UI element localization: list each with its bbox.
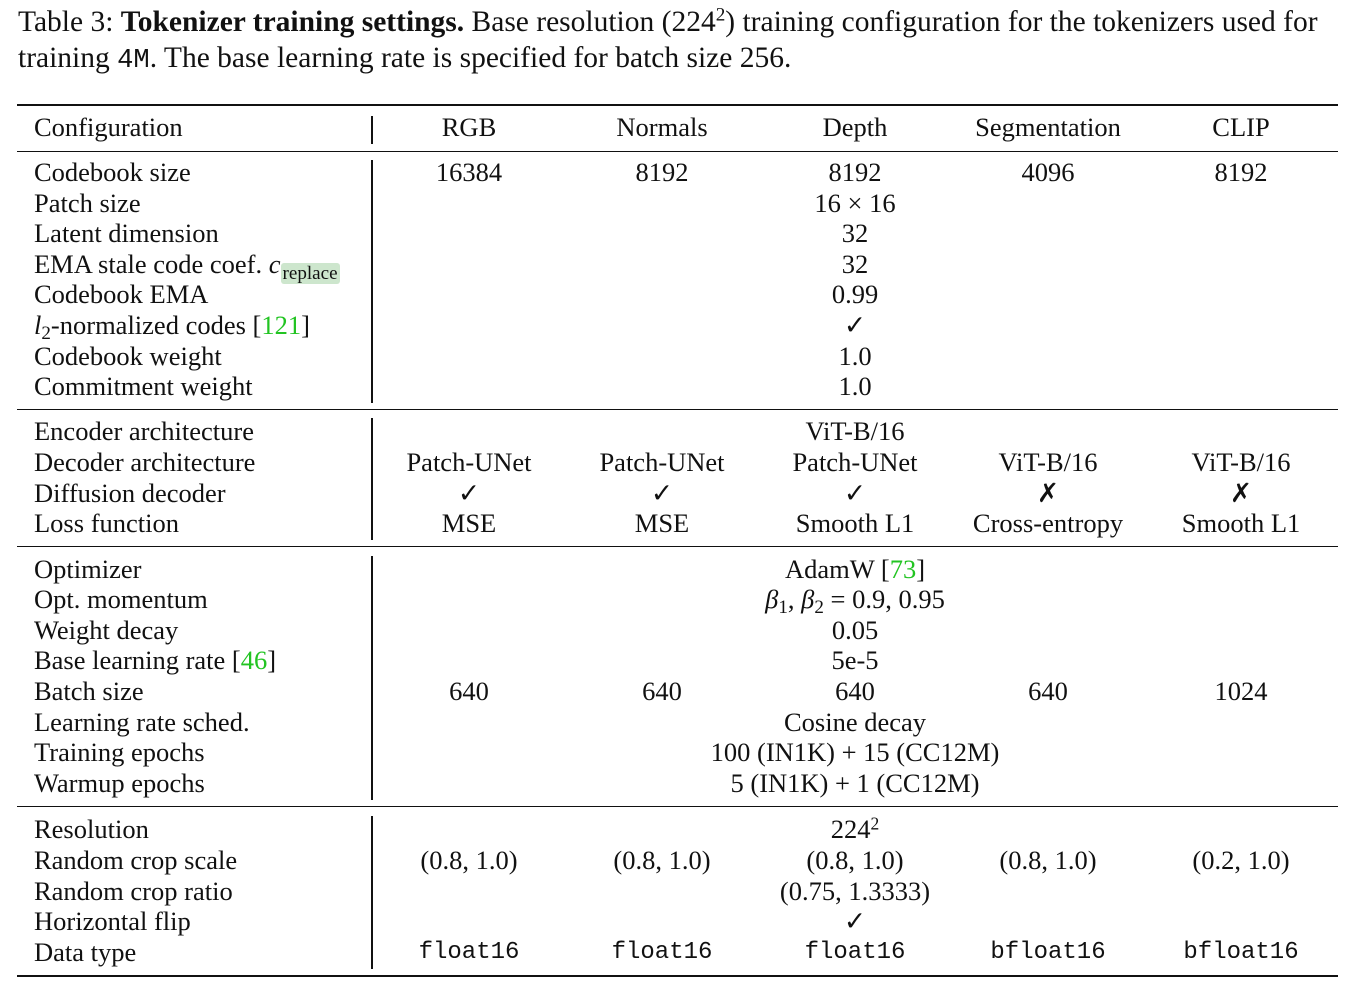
beta2-sub: 2	[814, 596, 824, 618]
row-label-resolution: Resolution	[34, 814, 149, 844]
latent-dimension-value: 32	[841, 218, 869, 248]
base-lr-label: Base learning rate [	[34, 645, 241, 675]
base-lr-bracket: ]	[267, 645, 277, 675]
batch-size-clip: 1024	[1214, 676, 1268, 706]
l2-normalized-check: ✓	[843, 310, 867, 340]
caption-table-number: Table 3:	[18, 6, 114, 38]
caption-text-2: ) training configuration for the tokenizers used for training	[18, 6, 1318, 74]
column-separator	[371, 816, 373, 969]
table-top-rule	[17, 104, 1338, 106]
header-depth: Depth	[822, 112, 888, 142]
codebook-size-rgb: 16384	[435, 157, 503, 187]
ema-stale-label: EMA stale code coef.	[34, 249, 263, 279]
hflip-check: ✓	[843, 906, 867, 936]
diffusion-clip: ✗	[1229, 478, 1253, 508]
caption-title: Tokenizer training settings.	[120, 6, 465, 38]
decoder-clip: ViT-B/16	[1191, 447, 1291, 477]
l2-label-end: ]	[301, 310, 310, 340]
base-lr-citation-link[interactable]: 46	[240, 645, 268, 675]
warmup-epochs-value: 5 (IN1K) + 1 (CC12M)	[730, 768, 980, 798]
header-clip: CLIP	[1212, 112, 1270, 142]
crop-scale-clip: (0.2, 1.0)	[1192, 845, 1290, 875]
caption-sup: 2	[715, 4, 726, 26]
l2-citation-link[interactable]: 121	[261, 310, 302, 340]
row-label-batch-size: Batch size	[34, 676, 144, 706]
patch-size-value: 16 × 16	[814, 188, 896, 218]
crop-scale-rgb: (0.8, 1.0)	[420, 845, 518, 875]
resolution-sup: 2	[870, 813, 880, 834]
dtype-clip: bfloat16	[1183, 939, 1299, 966]
codebook-size-clip: 8192	[1214, 157, 1268, 187]
header-rule	[17, 151, 1338, 152]
row-label-crop-scale: Random crop scale	[34, 845, 238, 875]
crop-scale-depth: (0.8, 1.0)	[806, 845, 904, 875]
row-label-codebook-size: Codebook size	[34, 157, 191, 187]
diffusion-rgb: ✓	[457, 478, 481, 508]
column-separator	[371, 116, 373, 144]
row-label-training-epochs: Training epochs	[34, 737, 205, 767]
row-label-base-lr	[34, 645, 276, 676]
encoder-value: ViT-B/16	[805, 416, 905, 446]
row-label-crop-ratio: Random crop ratio	[34, 876, 233, 906]
caption-text-3: . The base learning rate is specified for batch size 256.	[149, 42, 792, 74]
resolution-value	[831, 814, 880, 845]
column-separator	[371, 556, 373, 800]
caption-model: 4M	[117, 45, 150, 76]
beta1-symbol: β	[765, 584, 779, 614]
row-label-optimizer: Optimizer	[34, 554, 142, 584]
row-label-commitment-weight: Commitment weight	[34, 371, 253, 401]
dtype-segmentation: bfloat16	[990, 939, 1106, 966]
row-label-diffusion: Diffusion decoder	[34, 478, 226, 508]
beta1-sub: 1	[778, 596, 788, 618]
batch-size-rgb: 640	[449, 676, 489, 706]
diffusion-depth: ✓	[843, 478, 867, 508]
loss-segmentation: Cross-entropy	[972, 508, 1124, 538]
row-label-encoder: Encoder architecture	[34, 416, 254, 446]
row-label-decoder: Decoder architecture	[34, 447, 256, 477]
diffusion-normals: ✓	[650, 478, 674, 508]
ema-stale-var: c	[268, 249, 281, 279]
row-label-codebook-weight: Codebook weight	[34, 341, 222, 371]
codebook-size-normals: 8192	[635, 157, 689, 187]
row-label-hflip: Horizontal flip	[34, 906, 191, 936]
codebook-ema-value: 0.99	[831, 279, 879, 309]
dtype-normals: float16	[611, 939, 713, 966]
crop-scale-normals: (0.8, 1.0)	[613, 845, 711, 875]
table-caption	[18, 4, 1348, 79]
row-label-ema-stale	[34, 249, 340, 283]
column-separator	[371, 160, 373, 403]
decoder-segmentation: ViT-B/16	[998, 447, 1098, 477]
codebook-size-depth: 8192	[828, 157, 882, 187]
loss-normals: MSE	[634, 508, 690, 538]
l2-label: -normalized codes [	[50, 310, 262, 340]
dtype-depth: float16	[804, 939, 906, 966]
diffusion-segmentation: ✗	[1036, 478, 1060, 508]
caption-text-1: Base resolution (224	[471, 6, 716, 38]
row-label-warmup-epochs: Warmup epochs	[34, 768, 205, 798]
base-lr-value: 5e-5	[831, 645, 879, 675]
l2-var: l	[34, 310, 42, 340]
row-label-patch-size: Patch size	[34, 188, 141, 218]
row-label-momentum: Opt. momentum	[34, 584, 208, 614]
section-rule-2	[17, 546, 1338, 547]
table-bottom-rule	[17, 975, 1338, 977]
optimizer-bracket: ]	[916, 554, 926, 584]
crop-ratio-value: (0.75, 1.3333)	[779, 876, 931, 906]
beta2-symbol: β	[801, 584, 815, 614]
decoder-depth: Patch-UNet	[792, 447, 918, 477]
l2-sub: 2	[41, 322, 51, 344]
row-label-loss: Loss function	[34, 508, 179, 538]
decoder-rgb: Patch-UNet	[406, 447, 532, 477]
resolution-number: 224	[830, 814, 871, 844]
lr-sched-value: Cosine decay	[783, 707, 927, 737]
commitment-weight-value: 1.0	[838, 371, 872, 401]
header-normals: Normals	[616, 112, 708, 142]
header-rgb: RGB	[441, 112, 497, 142]
dtype-rgb: float16	[418, 939, 520, 966]
section-rule-1	[17, 409, 1338, 410]
row-label-lr-sched: Learning rate sched.	[34, 707, 250, 737]
ema-stale-value: 32	[841, 249, 869, 279]
weight-decay-value: 0.05	[831, 615, 879, 645]
optimizer-name: AdamW [	[784, 554, 890, 584]
codebook-size-segmentation: 4096	[1021, 157, 1075, 187]
momentum-values: = 0.9, 0.95	[823, 584, 945, 614]
row-label-weight-decay: Weight decay	[34, 615, 179, 645]
ema-stale-sub-highlight: replace	[282, 262, 338, 284]
batch-size-depth: 640	[835, 676, 875, 706]
beta-separator: ,	[787, 584, 802, 614]
row-label-codebook-ema: Codebook EMA	[34, 279, 209, 309]
loss-depth: Smooth L1	[795, 508, 915, 538]
section-rule-3	[17, 806, 1338, 807]
loss-clip: Smooth L1	[1181, 508, 1301, 538]
decoder-normals: Patch-UNet	[599, 447, 725, 477]
row-label-dtype: Data type	[34, 937, 137, 967]
row-label-latent-dimension: Latent dimension	[34, 218, 219, 248]
loss-rgb: MSE	[441, 508, 497, 538]
header-configuration: Configuration	[34, 112, 183, 142]
batch-size-segmentation: 640	[1028, 676, 1068, 706]
batch-size-normals: 640	[642, 676, 682, 706]
column-separator	[371, 418, 373, 540]
optimizer-citation-link[interactable]: 73	[889, 554, 917, 584]
optimizer-value	[785, 554, 925, 585]
codebook-weight-value: 1.0	[838, 341, 872, 371]
crop-scale-segmentation: (0.8, 1.0)	[999, 845, 1097, 875]
header-segmentation: Segmentation	[975, 112, 1121, 142]
training-epochs-value: 100 (IN1K) + 15 (CC12M)	[710, 737, 1000, 767]
